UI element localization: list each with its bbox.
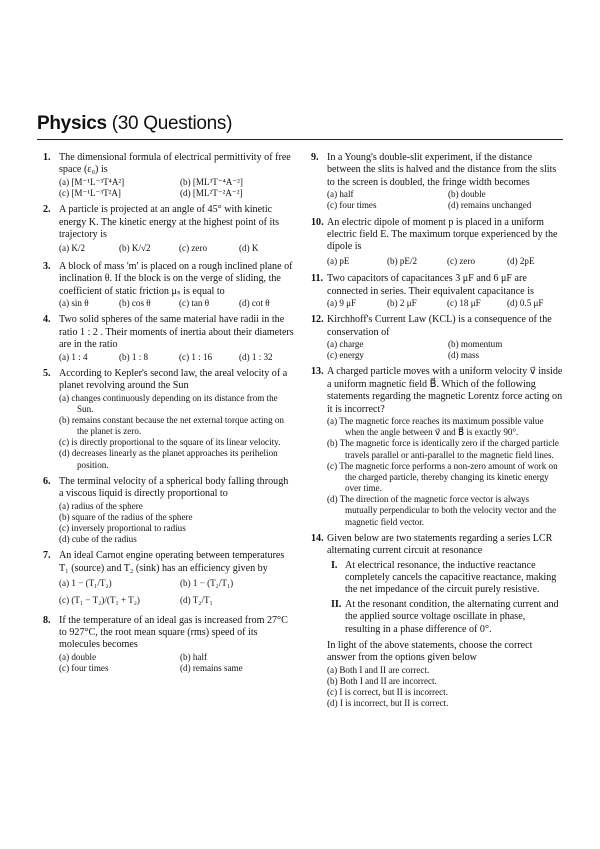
- statement-label: II.: [331, 598, 342, 610]
- question-2: [43, 204, 295, 256]
- statement-text: At the resonant condition, the alternating current and the applied source voltage oscillate in phase, resulting in a phase difference of 0°.: [345, 598, 559, 635]
- options: [327, 254, 563, 269]
- option[interactable]: (b) double: [448, 189, 486, 200]
- question-stem: Two solid spheres of the same material have radii in the ratio 1 : 2 . Their moments of inertia about their diameters are in the ratio: [59, 314, 294, 351]
- option[interactable]: (c) zero: [179, 243, 208, 254]
- question-stem: Given below are two statements regarding a series LCR alternating current circuit at resonance: [327, 532, 553, 557]
- option[interactable]: (b) 1 − (T₂/T₁): [180, 578, 234, 589]
- option[interactable]: (d) 1 : 32: [239, 351, 273, 362]
- question-number: 7.: [43, 550, 51, 562]
- option[interactable]: (c) four times: [327, 200, 377, 211]
- options: [59, 652, 295, 674]
- options: [59, 393, 295, 471]
- option[interactable]: (b) [ML³T⁻⁴A⁻²]: [180, 176, 243, 187]
- question-number: 3.: [43, 260, 51, 272]
- option[interactable]: (a) 9 μF: [327, 298, 357, 309]
- question-stem: In a Young's double-slit experiment, if the distance between the slits is halved and the distance from the slits to the screen is doubled, the fringe width becomes: [327, 152, 557, 188]
- question-12: [311, 314, 563, 361]
- option[interactable]: (b) Both I and II are incorrect.: [327, 676, 437, 687]
- option[interactable]: (d) 2pE: [507, 255, 535, 266]
- question-stem: An electric dipole of moment p is placed in a uniform electric field E. The maximum torque experienced by the dipole is: [327, 216, 558, 253]
- question-6: [43, 476, 295, 546]
- statement-text: At electrical resonance, the inductive reactance completely cancels the capacitive reactance, making the net impedance of the circuit purely resistive.: [345, 559, 557, 596]
- question-number: 11.: [311, 273, 324, 285]
- option[interactable]: (c) 1 : 16: [179, 351, 213, 362]
- option[interactable]: (c) is directly proportional to the square of its linear velocity.: [59, 437, 281, 448]
- options: [59, 298, 295, 309]
- question-stem: If the temperature of an ideal gas is increased from 27°C to 927°C, the root mean square (rms) speed of its molecules becomes: [59, 614, 288, 651]
- option[interactable]: (c) inversely proportional to radius: [59, 522, 186, 533]
- option[interactable]: (b) The magnetic force is identically zero if the charged particle travels parallel or anti-parallel to the magnetic field lines.: [327, 438, 559, 460]
- options: [59, 501, 295, 546]
- question-11: [311, 273, 563, 309]
- question-number: 4.: [43, 314, 51, 326]
- option[interactable]: (d) T₂/T₁: [180, 595, 213, 606]
- option[interactable]: (a) Both I and II are correct.: [327, 664, 430, 675]
- question-stem: A charged particle moves with a uniform velocity v⃗ inside a uniform magnetic field B⃗. Which of the following statements regarding the magnetic Lorentz force acting on it is incorrect?: [327, 366, 563, 415]
- question-number: 1.: [43, 152, 51, 163]
- options: [59, 177, 295, 199]
- question-stem: Two capacitors of capacitances 3 μF and 6 μF are connected in series. Their equivalent capacitance is: [327, 273, 534, 297]
- option[interactable]: (d) cube of the radius: [59, 534, 137, 545]
- option[interactable]: (d) 0.5 μF: [507, 298, 544, 309]
- question-9: [311, 152, 563, 212]
- option[interactable]: (c) tan θ: [179, 298, 210, 309]
- option[interactable]: (b) square of the radius of the sphere: [59, 511, 193, 522]
- question-count: (30 Questions): [111, 113, 233, 134]
- question-7: [43, 550, 295, 609]
- question-3: [43, 261, 295, 309]
- option[interactable]: (c) [M⁻¹L⁻³T²A]: [59, 187, 121, 198]
- instruction-text: In light of the above statements, choose the correct answer from the options given below: [327, 640, 533, 664]
- option[interactable]: (a) changes continuously depending on its distance from the Sun.: [59, 392, 278, 414]
- question-stem: An ideal Carnot engine operating between temperatures T₁ (source) and T₂ (sink) has an efficiency given by: [59, 550, 285, 574]
- question-number: 5.: [43, 367, 51, 379]
- option[interactable]: (c) 18 μF: [447, 298, 481, 309]
- option[interactable]: (a) 1 : 4: [59, 351, 88, 362]
- question-stem: A block of mass 'm' is placed on a rough inclined plane of inclination θ. If the block is on the verge of sliding, the coefficient of static friction μₛ is equal to: [59, 260, 293, 297]
- question-stem: According to Kepler's second law, the areal velocity of a planet revolving around the Sun: [59, 367, 288, 392]
- question-8: [43, 615, 295, 675]
- option[interactable]: (c) energy: [327, 350, 364, 361]
- options: [59, 575, 295, 610]
- question-13: [311, 366, 563, 527]
- option[interactable]: (a) radius of the sphere: [59, 500, 143, 511]
- option[interactable]: (d) decreases linearly as the planet approaches its perihelion position.: [59, 448, 278, 470]
- option[interactable]: (d) [ML²T⁻²A⁻²]: [180, 187, 243, 198]
- left-column: [43, 152, 295, 679]
- question-stem: Kirchhoff's Current Law (KCL) is a consequence of the conservation of: [327, 314, 552, 338]
- question-number: 12.: [311, 314, 324, 326]
- question-number: 10.: [311, 216, 324, 228]
- option[interactable]: (a) The magnetic force reaches its maximum possible value when the angle between v⃗ and B⃗ is exactly 90°.: [327, 416, 544, 438]
- option[interactable]: (c) I is correct, but II is incorrect.: [327, 687, 448, 698]
- option[interactable]: (d) mass: [448, 350, 480, 361]
- statement-1: [331, 560, 563, 597]
- option[interactable]: (b) 1 : 8: [119, 351, 149, 362]
- option[interactable]: (d) remains unchanged: [448, 200, 532, 211]
- option[interactable]: (c) zero: [447, 255, 476, 266]
- question-4: [43, 314, 295, 362]
- option[interactable]: (b) 2 μF: [387, 298, 417, 309]
- options: [59, 241, 295, 256]
- option[interactable]: (b) K/√2: [119, 243, 151, 254]
- options: [327, 298, 563, 309]
- option[interactable]: (d) remains same: [180, 662, 243, 673]
- question-number: 14.: [311, 532, 324, 544]
- question-stem: The dimensional formula of electrical permittivity of free space (ε₀) is: [59, 152, 291, 176]
- option[interactable]: (a) 1 − (T₁/T₂): [59, 578, 112, 589]
- question-stem: A particle is projected at an angle of 45° with kinetic energy K. The kinetic energy at the highest point of its trajectory is: [59, 204, 280, 240]
- option[interactable]: (d) I is incorrect, but II is correct.: [327, 698, 449, 709]
- subject-title: Physics: [37, 113, 107, 134]
- option[interactable]: (c) four times: [59, 662, 109, 673]
- option[interactable]: (a) [M⁻¹L⁻³T⁴A²]: [59, 176, 125, 187]
- options: [327, 665, 563, 710]
- options: [59, 352, 295, 363]
- question-5: [43, 368, 295, 471]
- option[interactable]: (c) (T₁ − T₂)/(T₁ + T₂): [59, 595, 140, 606]
- option[interactable]: (d) The direction of the magnetic force vector is always mutually perpendicular to both the velocity vector and the magnetic field vector.: [327, 494, 557, 527]
- page-title: [37, 113, 232, 135]
- statement-2: [331, 599, 563, 636]
- option[interactable]: (b) momentum: [448, 339, 503, 350]
- question-number: 6.: [43, 475, 51, 487]
- option[interactable]: (a) pE: [327, 255, 350, 266]
- option[interactable]: (b) half: [180, 651, 208, 662]
- options: [327, 416, 563, 528]
- option[interactable]: (a) charge: [327, 339, 364, 350]
- statement-label: I.: [331, 559, 338, 571]
- options: [327, 339, 563, 361]
- right-column: [311, 152, 563, 715]
- title-divider: [37, 139, 563, 140]
- option[interactable]: (d) cot θ: [239, 298, 270, 309]
- question-14: [311, 533, 563, 710]
- option[interactable]: (c) The magnetic force performs a non-zero amount of work on the charged particle, thereby changing its kinetic energy over time.: [327, 460, 558, 494]
- question-number: 13.: [311, 366, 324, 378]
- options: [327, 189, 563, 211]
- question-10: [311, 217, 563, 269]
- option[interactable]: (d) K: [239, 243, 259, 254]
- option[interactable]: (a) half: [327, 189, 354, 200]
- right-column-questions: [311, 152, 563, 528]
- question-1: [43, 152, 295, 199]
- question-number: 2.: [43, 204, 51, 216]
- option[interactable]: (a) K/2: [59, 243, 86, 254]
- option[interactable]: (a) sin θ: [59, 298, 89, 309]
- option[interactable]: (b) pE/2: [387, 255, 418, 266]
- option[interactable]: (b) remains constant because the net external torque acting on the planet is zero.: [59, 414, 284, 437]
- option[interactable]: (a) double: [59, 651, 97, 662]
- question-number: 8.: [43, 614, 51, 626]
- option[interactable]: (b) cos θ: [119, 298, 151, 309]
- question-stem: The terminal velocity of a spherical body falling through a viscous liquid is directly proportional to: [59, 475, 289, 500]
- question-number: 9.: [311, 152, 319, 163]
